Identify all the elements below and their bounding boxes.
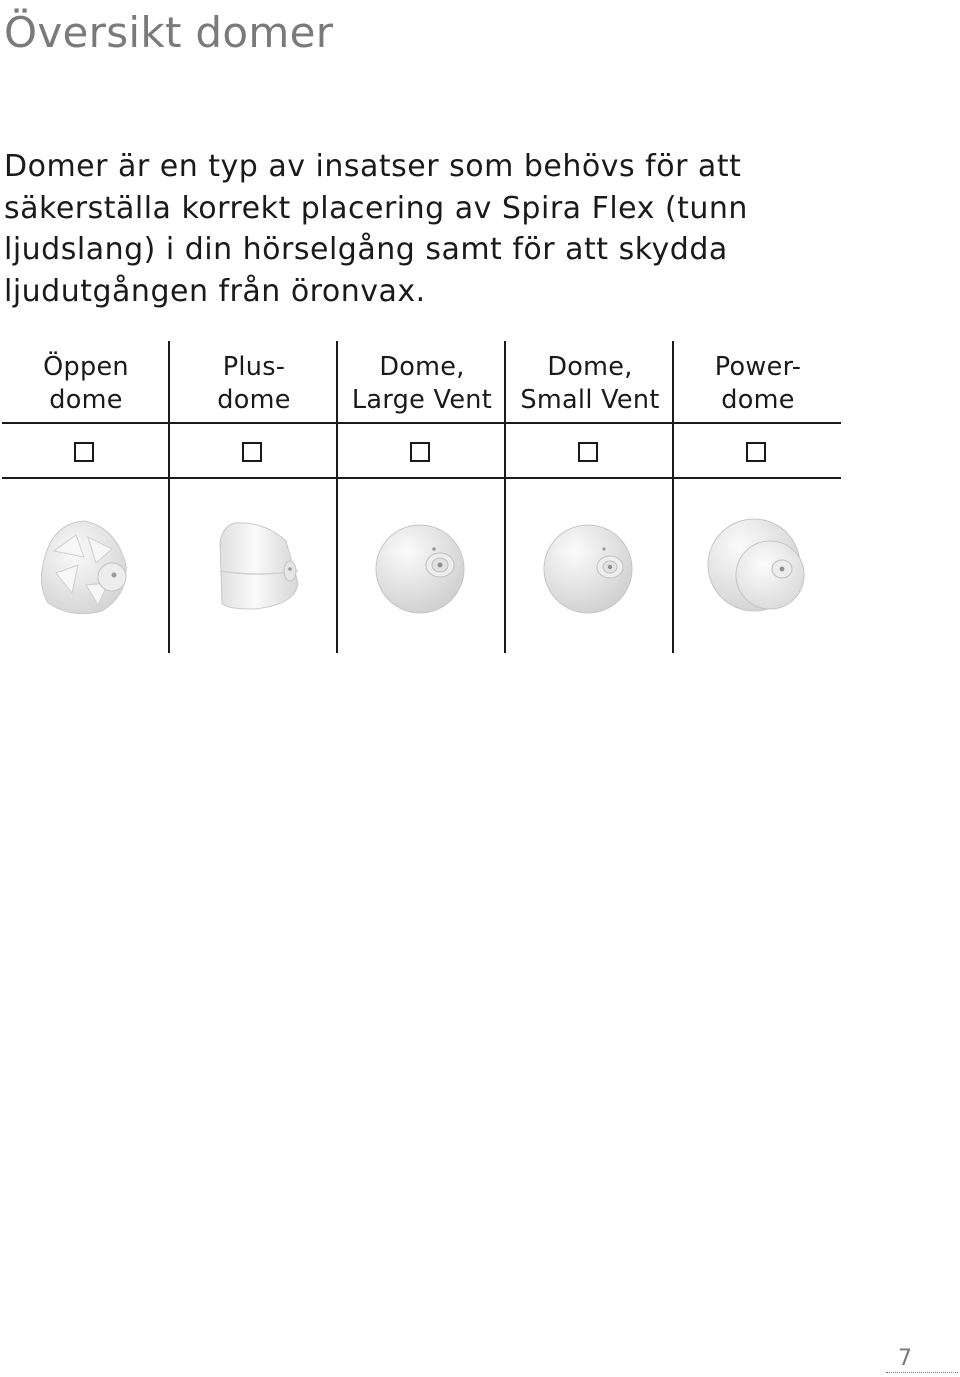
dome-label-line: Dome, bbox=[379, 352, 465, 382]
dome-overview-table bbox=[2, 341, 841, 653]
intro-line: Domer är en typ av insatser som behövs för att bbox=[4, 149, 742, 184]
dome-label-line: Large Vent bbox=[351, 385, 493, 415]
dome-label bbox=[674, 351, 842, 417]
dome-label-line: Dome, bbox=[547, 352, 633, 382]
large-vent-dome-icon bbox=[362, 513, 482, 623]
dome-column-power bbox=[674, 341, 842, 653]
intro-paragraph bbox=[4, 146, 904, 312]
dome-column-large-vent bbox=[338, 341, 506, 653]
dome-checkbox[interactable] bbox=[746, 442, 766, 462]
dome-label-line: Plus- bbox=[222, 352, 286, 382]
dome-label-line: dome bbox=[721, 385, 795, 415]
dome-label bbox=[506, 351, 674, 417]
intro-line: ljudutgången från öronvax. bbox=[4, 273, 426, 309]
dome-checkbox[interactable] bbox=[578, 442, 598, 462]
power-dome-icon bbox=[698, 513, 818, 623]
dome-label-line: Öppen bbox=[43, 352, 129, 382]
dome-checkbox[interactable] bbox=[410, 442, 430, 462]
dome-label-line: Small Vent bbox=[520, 385, 660, 415]
dome-checkbox[interactable] bbox=[242, 442, 262, 462]
dome-checkbox[interactable] bbox=[74, 442, 94, 462]
dome-label bbox=[338, 351, 506, 417]
dome-label bbox=[2, 351, 170, 417]
open-dome-icon bbox=[26, 513, 146, 623]
dome-label-line: dome bbox=[217, 385, 291, 415]
dome-column-plus bbox=[170, 341, 338, 653]
small-vent-dome-icon bbox=[530, 513, 650, 623]
dome-column-open bbox=[2, 341, 170, 653]
dome-label bbox=[170, 351, 338, 417]
intro-line: säkerställa korrekt placering av Spira Flex (tunn bbox=[4, 190, 748, 226]
plus-dome-icon bbox=[194, 513, 314, 623]
dome-column-small-vent bbox=[506, 341, 674, 653]
dome-label-line: dome bbox=[49, 385, 123, 415]
page-title: Översikt domer bbox=[4, 8, 334, 57]
intro-line: ljudslang) i din hörselgång samt för att skydda bbox=[4, 232, 728, 267]
dome-label-line: Power- bbox=[714, 352, 802, 382]
page-number: 7 bbox=[886, 1346, 958, 1373]
